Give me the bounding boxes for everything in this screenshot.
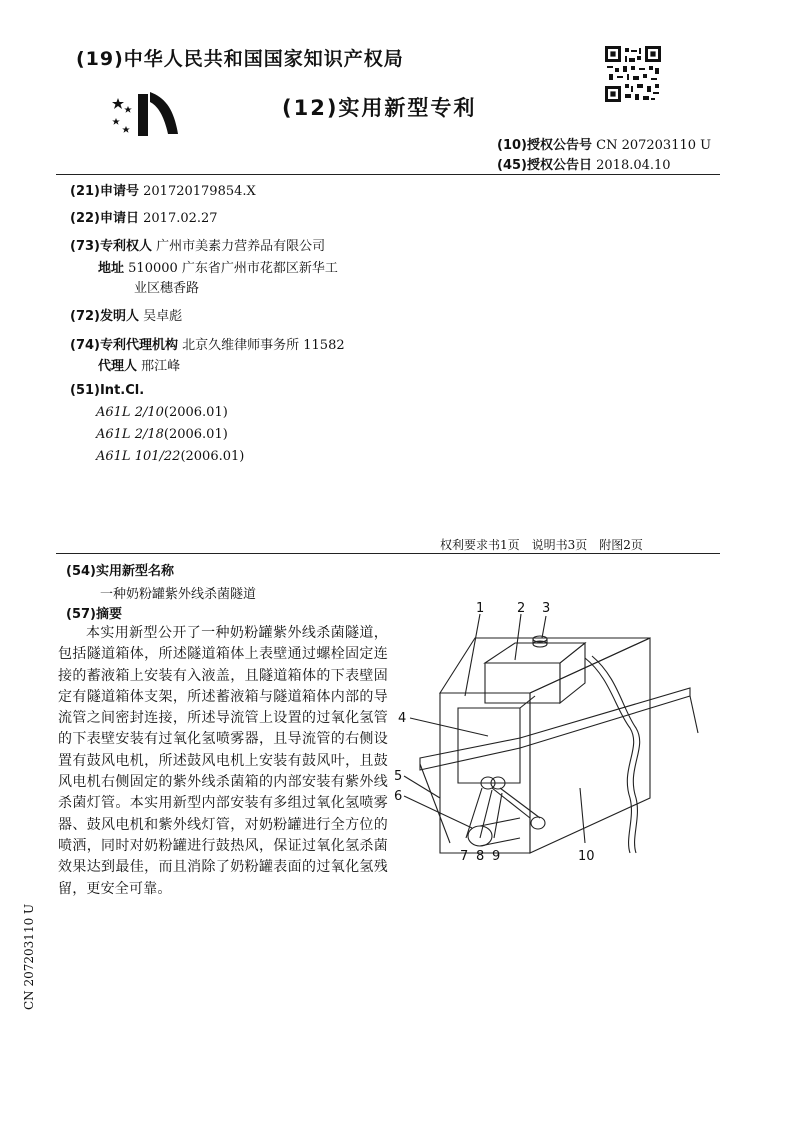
app-date-label: (22)申请日 xyxy=(70,211,139,226)
address-line2: 业区穗香路 xyxy=(134,281,200,296)
utility-model-title-label xyxy=(66,560,174,579)
pub-no-value: CN 207203110 U xyxy=(596,138,712,153)
owner-label: (73)专利权人 xyxy=(70,239,152,254)
figure-label: 5 xyxy=(394,769,403,784)
qr-code xyxy=(605,46,661,102)
owner-address xyxy=(98,257,338,276)
inventor-value: 吴卓彪 xyxy=(143,309,183,324)
patent-agent xyxy=(98,355,180,374)
ipc-label xyxy=(70,383,144,398)
agency-label: (74)专利代理机构 xyxy=(70,338,178,353)
ipc-entry xyxy=(96,405,228,420)
pub-date-label: (45)授权公告日 xyxy=(497,158,592,173)
figure-label: 3 xyxy=(542,601,551,616)
utility-model-title: 一种奶粉罐紫外线杀菌隧道 xyxy=(100,587,257,602)
figure-label: 1 xyxy=(476,601,485,616)
side-publication-number: CN 207203110 U xyxy=(22,903,36,1010)
agent-label: 代理人 xyxy=(98,359,138,374)
figure-label: 4 xyxy=(398,711,407,726)
abstract-label-text: (57)摘要 xyxy=(66,607,122,622)
owner-value: 广州市美素力营养品有限公司 xyxy=(156,239,326,254)
application-date xyxy=(70,207,218,226)
page-count-info: 权利要求书1页 说明书3页 附图2页 xyxy=(440,538,643,552)
patent-type: (12)实用新型专利 xyxy=(282,96,477,120)
ipc-code: A61L 2/18 xyxy=(96,427,164,442)
ipc-code: A61L 2/10 xyxy=(96,405,164,420)
patent-owner xyxy=(70,235,325,254)
ipc-entry xyxy=(96,427,228,442)
app-no-label: (21)申请号 xyxy=(70,184,139,199)
title-label-text: (54)实用新型名称 xyxy=(66,564,174,579)
ipc-version: (2006.01) xyxy=(163,427,228,442)
figure-label: 10 xyxy=(578,849,595,864)
publication-date xyxy=(497,154,671,173)
abstract-text: 本实用新型公开了一种奶粉罐紫外线杀菌隧道，包括隧道箱体，所述隧道箱体上表壁通过螺栓固定连接的蓄液箱上安装有入液盖，且隧道箱体的下表壁固定有隧道箱体支架，所述蓄液箱与隧道箱体内部的导流管之间密封连接，所述导流管上设置的过氧化氢管的下表壁安装有过氧化氢喷雾器，且导流管的右侧设置有鼓风电机，所述鼓风电机上安装有鼓风叶，且鼓风电机右侧固定的紫外线杀菌箱的内部安装有紫外线杀菌灯管。本实用新型内部安装有多组过氧化氢喷雾器、鼓风电机和紫外线灯管，对奶粉罐进行全方位的喷洒，同时对奶粉罐进行鼓热风，保证过氧化氢杀菌效果达到最佳，而且消除了奶粉罐表面的过氧化氢残留，更安全可靠。 xyxy=(58,625,388,897)
app-no-value: 201720179854.X xyxy=(143,184,256,199)
figure-label: 7 xyxy=(460,849,469,864)
ipc-code: A61L 101/22 xyxy=(96,449,181,464)
patent-agency xyxy=(70,334,345,353)
pub-date-value: 2018.04.10 xyxy=(596,158,671,173)
pub-no-label: (10)授权公告号 xyxy=(497,138,592,153)
agent-value: 邢江峰 xyxy=(141,359,181,374)
section-divider xyxy=(56,553,720,554)
ipc-entry xyxy=(96,449,244,464)
ipc-label-text: (51)Int.Cl. xyxy=(70,383,145,398)
tunnel-drawing xyxy=(380,598,715,868)
address-label: 地址 xyxy=(98,261,125,276)
ipc-version: (2006.01) xyxy=(180,449,245,464)
app-date-value: 2017.02.27 xyxy=(143,211,218,226)
abstract-label xyxy=(66,603,122,622)
figure-label: 6 xyxy=(394,789,403,804)
address-line1: 510000 广东省广州市花都区新华工 xyxy=(128,261,338,276)
figure-label: 2 xyxy=(517,601,526,616)
inventor xyxy=(70,305,182,324)
publication-number xyxy=(497,134,711,153)
office-name: (19)中华人民共和国国家知识产权局 xyxy=(76,48,404,70)
office-logo xyxy=(104,84,184,144)
inventor-label: (72)发明人 xyxy=(70,309,139,324)
figure-label: 9 xyxy=(492,849,501,864)
application-number xyxy=(70,180,256,199)
header-divider xyxy=(56,174,720,175)
agency-value: 北京久维律师事务所 11582 xyxy=(182,338,345,353)
figure-label: 8 xyxy=(476,849,485,864)
ipc-version: (2006.01) xyxy=(163,405,228,420)
